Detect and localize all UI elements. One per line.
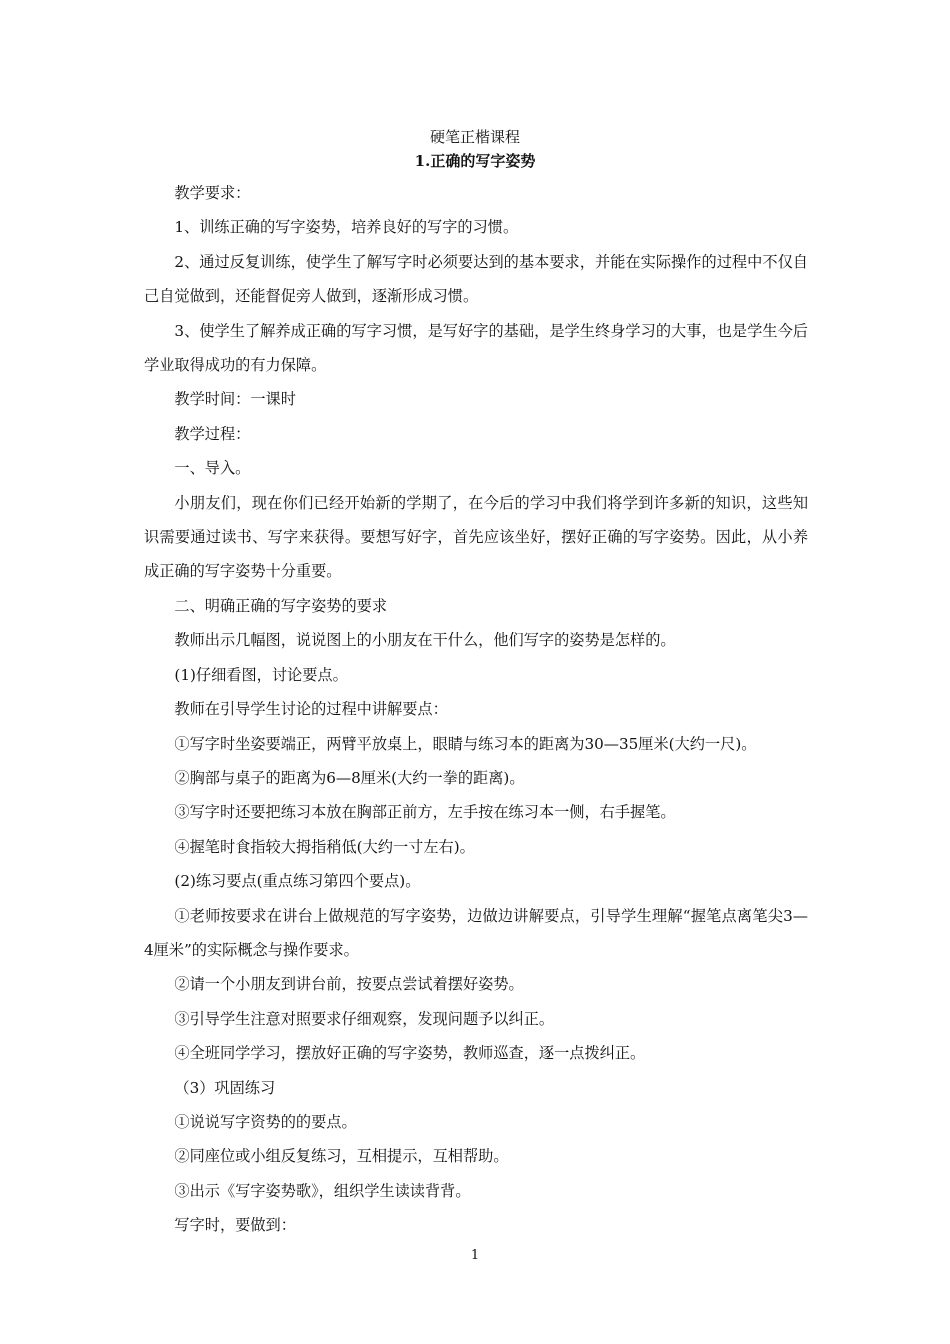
paragraph: 1、训练正确的写字姿势，培养良好的写字的习惯。 (174, 218, 519, 237)
paragraph: ③出示《写字姿势歌》，组织学生读读背背。 (174, 1181, 471, 1200)
paragraph: ②同座位或小组反复练习，互相提示，互相帮助。 (174, 1147, 509, 1166)
paragraph: 3、使学生了解养成正确的写字习惯，是写好字的基础，是学生终身学习的大事，也是学生今后学业取得成功的有力保障。 (144, 321, 808, 375)
paragraph: ②胸部与桌子的距离为6—8厘米(大约一拳的距离)。 (174, 768, 525, 787)
paragraph: ③写字时还要把练习本放在胸部正前方，左手按在练习本一侧，右手握笔。 (174, 803, 676, 822)
page-number: 1 (470, 1248, 480, 1263)
paragraph: ①写字时坐姿要端正，两臂平放桌上，眼睛与练习本的距离为30—35厘米(大约一尺)。 (174, 734, 757, 753)
paragraph: 2、通过反复训练，使学生了解写字时必须要达到的基本要求，并能在实际操作的过程中不仅自己自觉做到，还能督促旁人做到，逐渐形成习惯。 (144, 252, 808, 306)
paragraph: (2)练习要点(重点练习第四个要点)。 (174, 872, 421, 891)
paragraph: ②请一个小朋友到讲台前，按要点尝试着摆好姿势。 (174, 975, 524, 994)
paragraph: 小朋友们，现在你们已经开始新的学期了，在今后的学习中我们将学到许多新的知识，这些知识需要通过读书、写字来获得。要想写好字，首先应该坐好，摆好正确的写字姿势。因此，从小养成正确的写字姿势十分重要。 (144, 493, 808, 581)
paragraph: 教学要求： (174, 184, 251, 202)
paragraph: ③引导学生注意对照要求仔细观察，发现问题予以纠正。 (174, 1009, 555, 1028)
paragraph: 教师在引导学生讨论的过程中讲解要点： (174, 700, 448, 719)
lesson-heading: 1.正确的写字姿势 (414, 152, 536, 170)
paragraph: ④全班同学学习，摆放好正确的写字姿势，教师巡查，逐一点拨纠正。 (174, 1044, 646, 1063)
paragraph: 二、明确正确的写字姿势的要求 (174, 596, 388, 615)
paragraph: ④握笔时食指较大拇指稍低(大约一寸左右)。 (174, 837, 475, 856)
paragraph: 写字时，要做到： (174, 1216, 296, 1235)
paragraph: 一、导入。 (174, 459, 251, 478)
document-body (144, 176, 808, 1243)
paragraph: 教学过程： (174, 424, 251, 443)
paragraph: 教学时间：一课时 (174, 390, 296, 409)
paragraph: (1)仔细看图，讨论要点。 (174, 665, 348, 684)
paragraph: 教师出示几幅图，说说图上的小朋友在干什么，他们写字的姿势是怎样的。 (174, 631, 676, 650)
document-title: 硬笔正楷课程 (429, 128, 520, 146)
paragraph: （3）巩固练习 (174, 1078, 276, 1097)
paragraph: ①说说写字资势的的要点。 (174, 1112, 357, 1131)
paragraph: ①老师按要求在讲台上做规范的写字姿势，边做边讲解要点，引导学生理解“握笔点离笔尖3—4厘米”的实际概念与操作要求。 (144, 906, 808, 959)
